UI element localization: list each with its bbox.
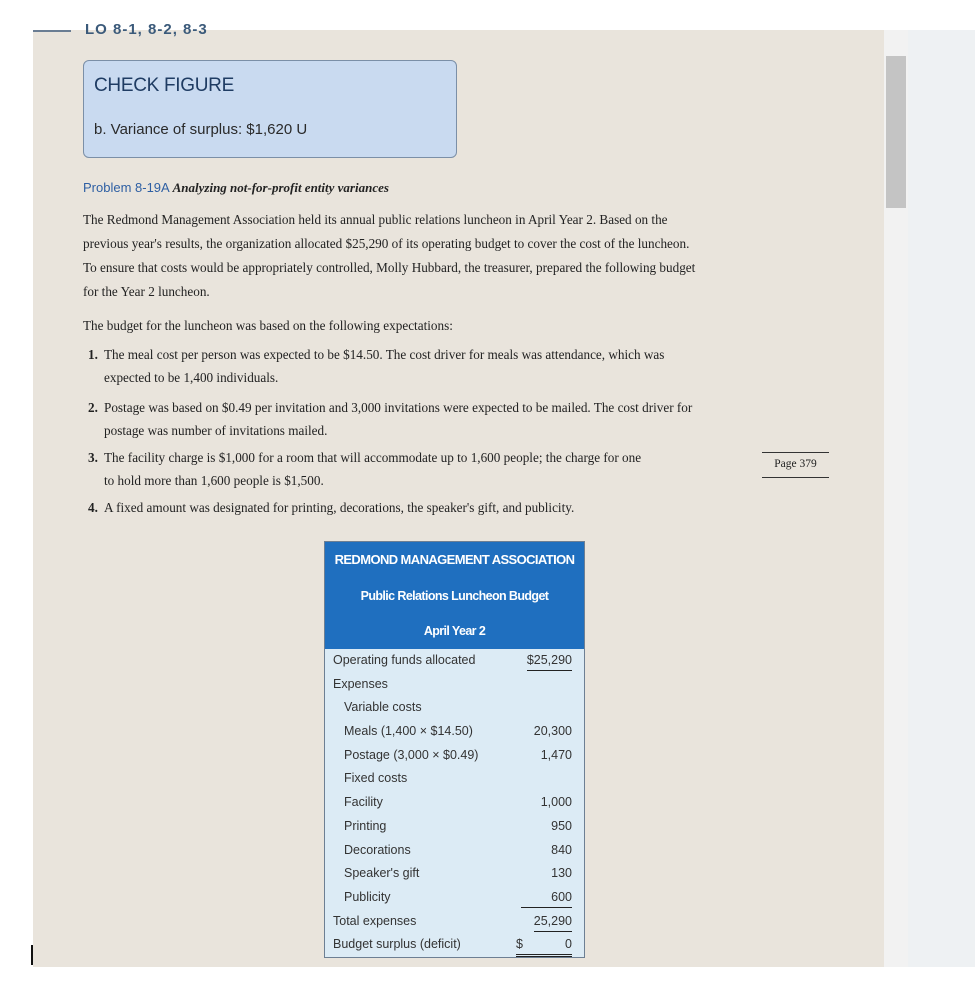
text-cursor	[31, 945, 33, 965]
expectation-item	[88, 396, 692, 442]
expectation-item	[88, 496, 574, 519]
content-viewport	[33, 21, 884, 967]
intro-line: The Redmond Management Association held its annual public relations luncheon in April Year 2. Based on the	[83, 212, 668, 227]
row-value: 840	[551, 842, 572, 857]
expectation-item	[88, 343, 664, 389]
item-text-cont: postage was number of invitations mailed.	[104, 423, 328, 438]
problem-number: Problem 8-19A	[83, 180, 169, 195]
item-number: 4.	[88, 500, 98, 515]
table-row	[325, 815, 584, 839]
row-value: 1,470	[540, 747, 572, 762]
budget-header-period: April Year 2	[325, 614, 584, 649]
item-text-cont: to hold more than 1,600 people is $1,500.	[104, 473, 324, 488]
row-value: 600	[521, 887, 572, 908]
table-row	[325, 649, 584, 673]
budget-header-title: Public Relations Luncheon Budget	[325, 578, 584, 614]
table-row	[325, 886, 584, 910]
learning-objective-heading: LO 8-1, 8-2, 8-3	[85, 21, 208, 38]
check-figure-box	[83, 60, 457, 158]
table-row	[325, 839, 584, 863]
item-text: Postage was based on $0.49 per invitation and 3,000 invitations were expected to be mailed. The cost driver for	[104, 400, 693, 415]
problem-heading	[83, 180, 389, 196]
side-panel	[908, 30, 975, 967]
item-number: 3.	[88, 450, 98, 465]
row-label: Speaker's gift	[344, 866, 420, 881]
budget-header-org: REDMOND MANAGEMENT ASSOCIATION	[325, 542, 584, 578]
row-label: Meals (1,400 × $14.50)	[344, 724, 473, 739]
row-label: Fixed costs	[344, 771, 408, 786]
table-row	[325, 767, 584, 791]
item-text: The facility charge is $1,000 for a room that will accommodate up to 1,600 people; the charge for one	[104, 450, 642, 465]
page-marker: Page 379	[762, 452, 829, 478]
row-label: Printing	[344, 818, 387, 833]
table-row	[325, 744, 584, 768]
row-label: Decorations	[344, 842, 411, 857]
row-label: Facility	[344, 795, 383, 810]
row-label: Operating funds allocated	[333, 653, 476, 667]
row-label: Expenses	[333, 676, 388, 691]
row-value: $25,290	[527, 650, 572, 671]
table-row	[325, 910, 584, 934]
intro-line: for the Year 2 luncheon.	[83, 284, 210, 299]
item-number: 1.	[88, 347, 98, 362]
intro-line: previous year's results, the organization allocated $25,290 of its operating budget to cover the cost of the luncheon.	[83, 236, 690, 251]
check-figure-line: b. Variance of surplus: $1,620 U	[94, 121, 308, 138]
scrollbar-thumb[interactable]	[886, 56, 906, 208]
item-text: The meal cost per person was expected to be $14.50. The cost driver for meals was attendance, which was	[104, 347, 665, 362]
table-row	[325, 720, 584, 744]
item-text: A fixed amount was designated for printing, decorations, the speaker's gift, and publicity.	[104, 500, 575, 515]
row-value: 20,300	[533, 724, 572, 739]
item-text-cont: expected to be 1,400 individuals.	[104, 370, 279, 385]
problem-title: Analyzing not-for-profit entity variances	[172, 180, 389, 195]
check-figure-title: CHECK FIGURE	[94, 75, 234, 96]
table-row	[325, 673, 584, 697]
budget-table	[324, 541, 585, 958]
table-row	[325, 862, 584, 886]
row-label: Variable costs	[344, 700, 422, 715]
intro-line: To ensure that costs would be appropriately controlled, Molly Hubbard, the treasurer, prepared the following budget	[83, 260, 696, 275]
row-value: 950	[551, 818, 572, 833]
table-row	[325, 696, 584, 720]
table-row	[325, 791, 584, 815]
row-value: 130	[551, 866, 572, 881]
expectations-intro: The budget for the luncheon was based on the following expectations:	[83, 318, 453, 333]
heading-rule	[33, 30, 71, 32]
item-number: 2.	[88, 400, 98, 415]
row-value: 25,290	[534, 911, 572, 932]
currency-symbol: $	[516, 937, 523, 952]
row-label: Total expenses	[333, 913, 417, 928]
surplus-value: 0	[565, 937, 572, 952]
row-value	[516, 934, 572, 957]
row-label: Postage (3,000 × $0.49)	[344, 747, 479, 762]
expectation-item	[88, 446, 641, 492]
table-row	[325, 933, 584, 957]
row-label: Publicity	[344, 889, 391, 904]
row-label: Budget surplus (deficit)	[333, 937, 461, 952]
intro-paragraph	[83, 208, 695, 304]
row-value: 1,000	[540, 795, 572, 810]
